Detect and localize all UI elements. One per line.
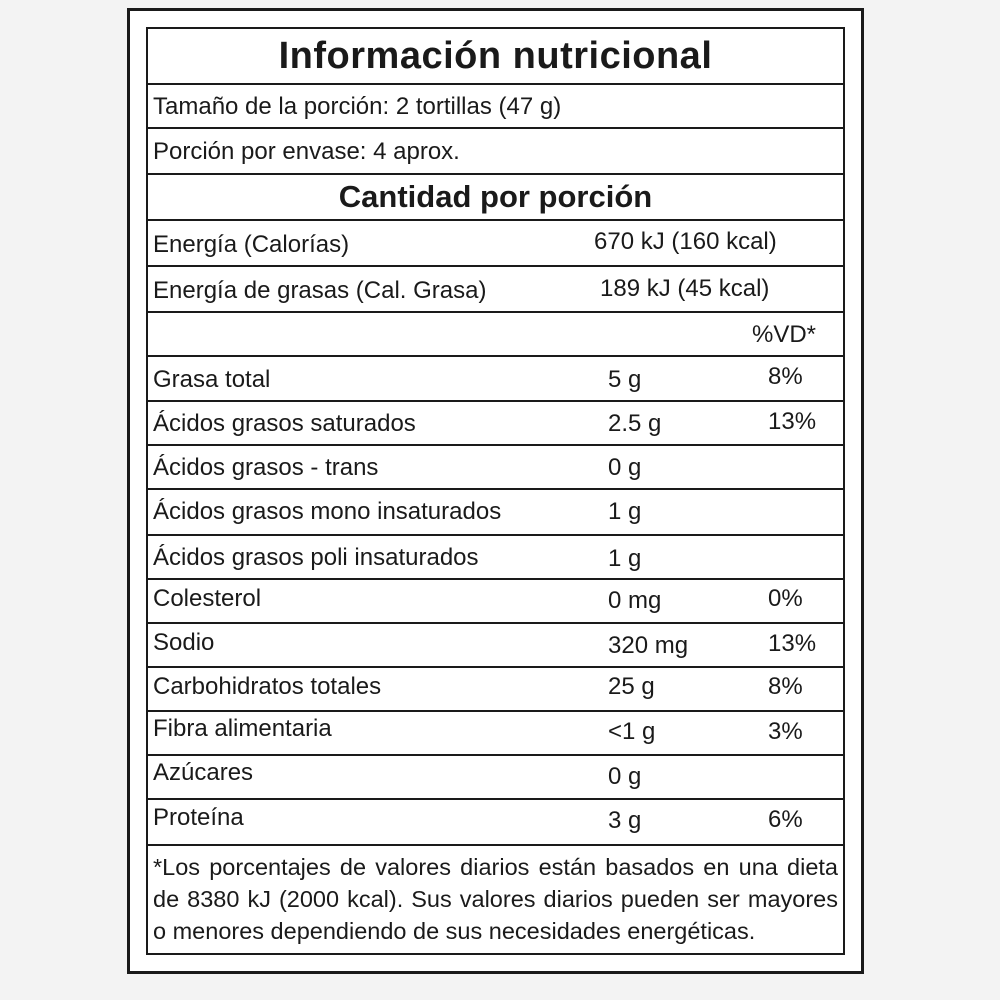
servings-per-container: Porción por envase: 4 aprox. [153,138,460,165]
energy-fat-row [148,267,843,313]
amount-per-serving-row [148,175,843,221]
nutrient-name: Ácidos grasos - trans [153,454,379,481]
nutrient-name: Carbohidratos totales [153,673,382,700]
nutrient-row [148,357,843,402]
nutrient-dv: 13% [768,408,817,435]
nutrient-row [148,402,843,446]
energy-label: Energía (Calorías) [153,231,350,258]
energy-row [148,221,843,267]
nutrient-row [148,668,843,712]
nutrition-table [146,27,845,955]
nutrient-amount: 5 g [608,366,642,393]
nutrient-name: Ácidos grasos mono insaturados [153,498,502,525]
servings-per-container-row [148,129,843,175]
nutrient-amount: 1 g [608,498,642,525]
nutrient-amount: 0 g [608,763,642,790]
nutrient-dv: 8% [768,673,803,700]
nutrient-amount: 320 mg [608,632,689,659]
nutrient-row [148,446,843,490]
nutrient-amount: <1 g [608,718,656,745]
title-row [148,29,843,85]
nutrient-dv: 0% [768,585,803,612]
nutrient-row [148,756,843,800]
nutrient-name: Sodio [153,629,215,656]
serving-size: Tamaño de la porción: 2 tortillas (47 g) [153,93,562,120]
nutrient-name: Ácidos grasos saturados [153,410,416,437]
nutrient-amount: 3 g [608,807,642,834]
nutrition-facts-label [127,8,864,974]
nutrient-amount: 1 g [608,545,642,572]
energy-fat-value: 189 kJ (45 kcal) [600,275,770,302]
nutrient-row [148,536,843,580]
energy-value: 670 kJ (160 kcal) [594,228,777,255]
dv-header-row [148,313,843,357]
nutrient-dv: 3% [768,718,803,745]
energy-fat-label: Energía de grasas (Cal. Grasa) [153,277,487,304]
nutrient-name: Ácidos grasos poli insaturados [153,544,479,571]
nutrient-row [148,624,843,668]
nutrient-name: Proteína [153,804,244,831]
nutrient-row [148,800,843,846]
amount-per-serving-heading: Cantidad por porción [338,179,653,214]
label-title: Información nutricional [278,35,713,77]
nutrient-dv: 13% [768,630,817,657]
nutrient-dv: 8% [768,363,803,390]
nutrient-name: Colesterol [153,585,262,612]
nutrient-row [148,490,843,536]
nutrient-dv: 6% [768,806,803,833]
dv-header: %VD* [752,321,817,348]
serving-size-row [148,85,843,129]
nutrient-amount: 25 g [608,673,655,700]
nutrient-name: Grasa total [153,366,271,393]
nutrient-amount: 0 mg [608,587,662,614]
nutrient-name: Azúcares [153,759,254,786]
nutrient-row [148,712,843,756]
nutrient-amount: 0 g [608,454,642,481]
nutrient-amount: 2.5 g [608,410,662,437]
nutrient-row [148,580,843,624]
nutrient-name: Fibra alimentaria [153,715,332,742]
footnote: *Los porcentajes de valores diarios están basados en una dieta de 8380 kJ (2000 kcal). Sus valores diarios pueden ser mayores o menores dependiendo de sus necesidades energéticas. [153,854,838,944]
